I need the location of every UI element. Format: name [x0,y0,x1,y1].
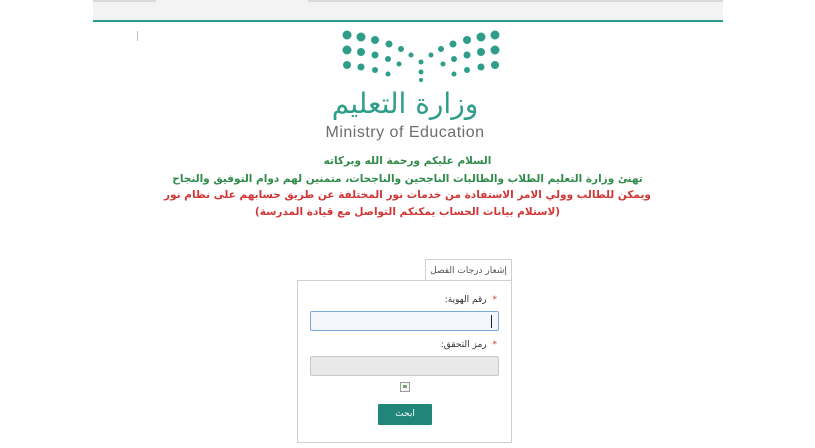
logo-english-text: Ministry of Education [325,124,485,141]
logo-arabic-text: وزارة التعليم [331,87,479,120]
nav-segment [93,0,156,2]
id-label-text: رقم الهوية: [444,295,487,305]
note-text: (لاستلام بيانات الحساب يمكنكم التواصل مع قيادة المدرسة) [254,206,561,218]
required-marker: * [492,295,497,305]
id-field-label [445,295,497,305]
verification-code-input[interactable] [310,356,499,376]
divider [137,31,138,41]
required-marker: * [492,340,497,350]
info-text: ويمكن للطالب وولي الامر الاستفادة من خدمات نور المختلفة عن طريق حسابهم على نظام نور [164,189,651,201]
congrats-text: تهنئ وزارة التعليم الطلاب والطالبات الناجحين والناجحات، متمنين لهم دوام التوفيق والنجاح [172,173,643,185]
ministry-logo [300,28,510,148]
top-navigation-bar [93,0,723,22]
verify-label-text: رمز التحقق: [440,340,487,350]
text-cursor [491,315,492,328]
verify-field-label [441,340,497,350]
broken-image-icon [400,382,410,392]
logo-dots-icon [300,28,510,88]
id-number-input[interactable] [310,311,499,331]
nav-segment [308,0,723,2]
search-form-panel [297,280,512,443]
tab-grades-notice[interactable]: إشعار درجات الفصل [425,259,512,281]
search-button[interactable]: ابحث [378,404,432,425]
greeting-text: السلام عليكم ورحمة الله وبركاته [323,155,492,167]
